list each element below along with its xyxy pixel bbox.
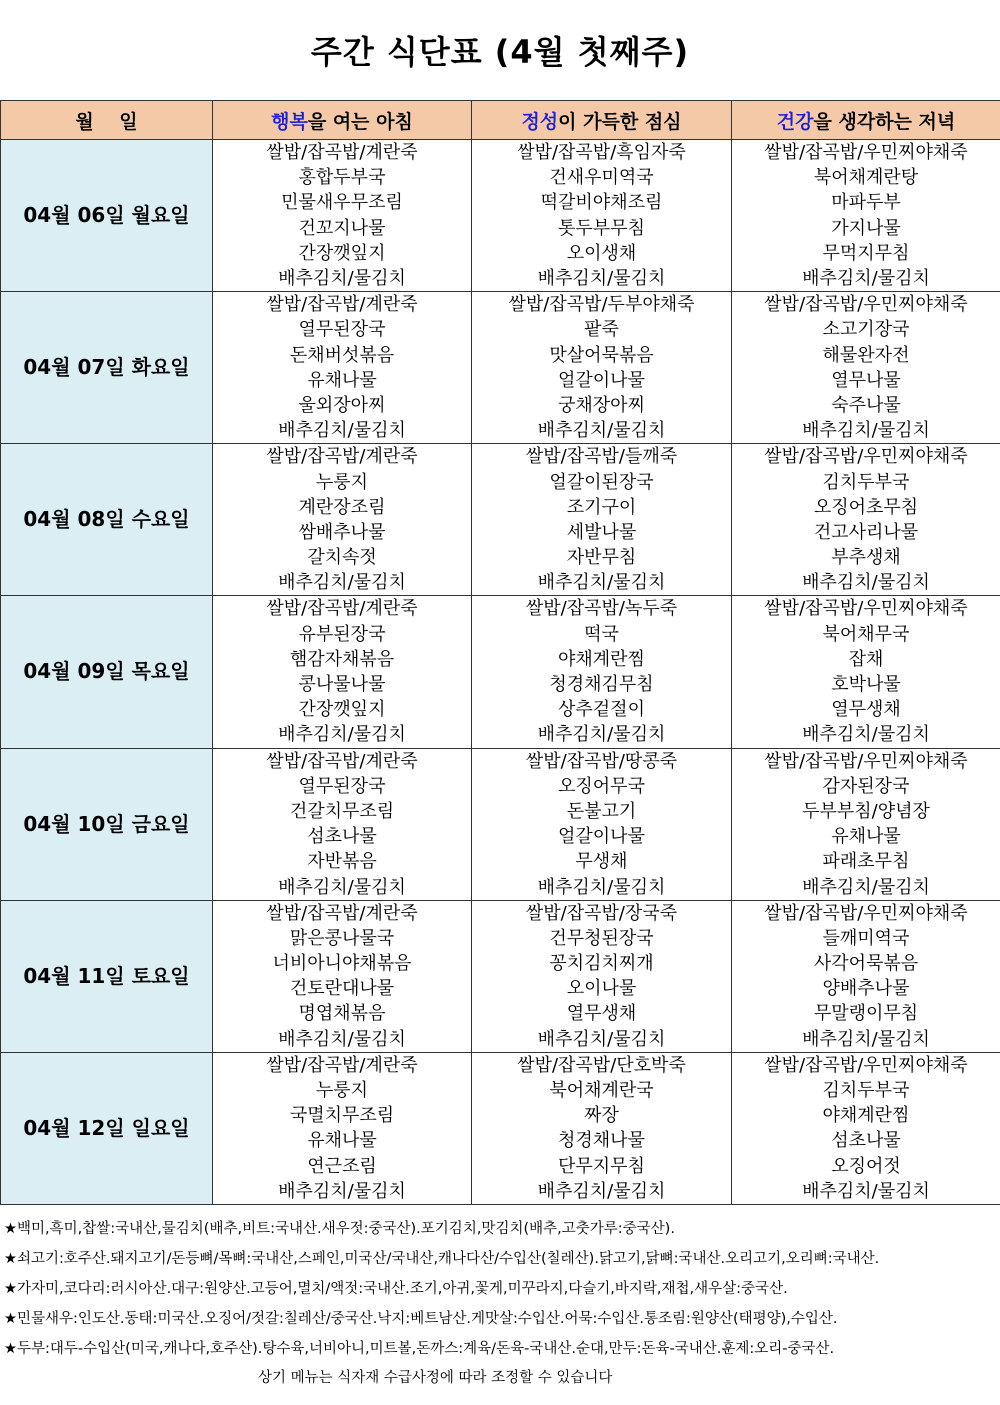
header-lunch-accent: 정성: [521, 110, 559, 133]
header-date: 월 일: [1, 101, 213, 140]
breakfast-item: 열무된장국: [213, 317, 472, 342]
breakfast-item: 쌀밥/잡곡밥/계란죽: [213, 444, 472, 470]
breakfast-item: 국멸치무조림: [213, 1103, 472, 1128]
day-date: 04월 07일 화요일: [1, 292, 213, 444]
lunch-item: 오징어무국: [472, 774, 732, 799]
lunch-item: 떡국: [472, 622, 732, 647]
lunch-item: 조기구이: [472, 495, 732, 520]
breakfast-item: 쌀밥/잡곡밥/계란죽: [213, 596, 472, 622]
header-row: [1, 101, 1000, 140]
lunch-item: 세발나물: [472, 520, 732, 545]
menu-row: [1, 900, 1000, 926]
lunch-item: 톳두부무침: [472, 216, 732, 241]
breakfast-item: 건토란대나물: [213, 976, 472, 1001]
lunch-item: 배추김치/물김치: [472, 874, 732, 900]
origin-note: ★쇠고기:호주산.돼지고기/돈등뼈/목뼈:국내산,스페인,미국산/국내산,캐나다산/수입산(칠레산).닭고기,닭뼈:국내산.오리고기,오리뼈:국내산.: [4, 1250, 880, 1267]
breakfast-item: 자반볶음: [213, 849, 472, 874]
breakfast-item: 유부된장국: [213, 622, 472, 647]
origin-note: ★두부:대두-수입산(미국,캐나다,호주산).탕수육,너비아니,미트볼,돈까스:계육/돈육-국내산.순대,만두:돈육-국내산.훈제:오리-중국산.: [4, 1340, 835, 1357]
dinner-item: 건고사리나물: [732, 520, 1000, 545]
breakfast-item: 민물새우무조림: [213, 190, 472, 215]
dinner-item: 유채나물: [732, 824, 1000, 849]
day-date: 04월 08일 수요일: [1, 444, 213, 596]
lunch-item: 북어채계란국: [472, 1078, 732, 1103]
dinner-item: 마파두부: [732, 190, 1000, 215]
day-date: 04월 06일 월요일: [1, 140, 213, 292]
lunch-item: 쌀밥/잡곡밥/두부야채죽: [472, 292, 732, 318]
dinner-item: 양배추나물: [732, 976, 1000, 1001]
header-dinner-accent: 건강: [776, 110, 814, 133]
header-dinner-text: 을 생각하는 저녁: [813, 110, 956, 133]
breakfast-item: 배추김치/물김치: [213, 1179, 472, 1205]
day-date: 04월 11일 토요일: [1, 900, 213, 1052]
breakfast-item: 섬초나물: [213, 824, 472, 849]
breakfast-item: 쌈배추나물: [213, 520, 472, 545]
dinner-item: 열무생채: [732, 697, 1000, 722]
breakfast-item: 콩나물나물: [213, 672, 472, 697]
lunch-item: 오이나물: [472, 976, 732, 1001]
lunch-item: 쌀밥/잡곡밥/녹두죽: [472, 596, 732, 622]
dinner-item: 소고기장국: [732, 317, 1000, 342]
lunch-item: 자반무침: [472, 545, 732, 570]
lunch-item: 돈불고기: [472, 799, 732, 824]
breakfast-item: 갈치속젓: [213, 545, 472, 570]
dinner-item: 배추김치/물김치: [732, 874, 1000, 900]
breakfast-item: 배추김치/물김치: [213, 1027, 472, 1053]
lunch-item: 쌀밥/잡곡밥/흑임자죽: [472, 140, 732, 166]
lunch-item: 오이생채: [472, 241, 732, 266]
dinner-item: 무먹지무침: [732, 241, 1000, 266]
dinner-item: 김치두부국: [732, 469, 1000, 494]
lunch-item: 꽁치김치찌개: [472, 951, 732, 976]
menu-body: [1, 140, 1000, 1205]
menu-row: [1, 444, 1000, 470]
breakfast-item: 쌀밥/잡곡밥/계란죽: [213, 1052, 472, 1078]
breakfast-item: 열무된장국: [213, 774, 472, 799]
dinner-item: 들깨미역국: [732, 926, 1000, 951]
lunch-item: 건무청된장국: [472, 926, 732, 951]
breakfast-item: 홍합두부국: [213, 165, 472, 190]
lunch-item: 건새우미역국: [472, 165, 732, 190]
dinner-item: 쌀밥/잡곡밥/우민찌야채죽: [732, 748, 1000, 774]
lunch-item: 상추겉절이: [472, 697, 732, 722]
dinner-item: 오징어초무침: [732, 495, 1000, 520]
breakfast-item: 연근조림: [213, 1154, 472, 1179]
dinner-item: 파래초무침: [732, 849, 1000, 874]
day-date: 04월 12일 일요일: [1, 1052, 213, 1204]
lunch-item: 배추김치/물김치: [472, 570, 732, 596]
lunch-item: 짜장: [472, 1103, 732, 1128]
header-lunch: [472, 101, 732, 140]
origin-notes: [0, 1214, 1000, 1364]
dinner-item: 감자된장국: [732, 774, 1000, 799]
breakfast-item: 배추김치/물김치: [213, 418, 472, 444]
lunch-item: 얼갈이나물: [472, 368, 732, 393]
lunch-item: 배추김치/물김치: [472, 266, 732, 292]
dinner-item: 사각어묵볶음: [732, 951, 1000, 976]
origin-note: ★백미,흑미,찹쌀:국내산,물김치(배추,비트:국내산.새우젓:중국산).포기김치,맛김치(배추,고춧가루:중국산).: [4, 1220, 675, 1237]
dinner-item: 숙주나물: [732, 393, 1000, 418]
dinner-item: 두부부침/양념장: [732, 799, 1000, 824]
lunch-item: 쌀밥/잡곡밥/장국죽: [472, 900, 732, 926]
dinner-item: 배추김치/물김치: [732, 1179, 1000, 1205]
lunch-item: 배추김치/물김치: [472, 1027, 732, 1053]
lunch-item: 얼갈이나물: [472, 824, 732, 849]
breakfast-item: 건꼬지나물: [213, 216, 472, 241]
dinner-item: 배추김치/물김치: [732, 266, 1000, 292]
breakfast-item: 쌀밥/잡곡밥/계란죽: [213, 292, 472, 318]
dinner-item: 가지나물: [732, 216, 1000, 241]
breakfast-item: 유채나물: [213, 1128, 472, 1153]
lunch-item: 단무지무침: [472, 1154, 732, 1179]
header-breakfast-accent: 행복: [271, 110, 308, 133]
lunch-item: 궁채장아찌: [472, 393, 732, 418]
breakfast-item: 돈채버섯볶음: [213, 343, 472, 368]
dinner-item: 배추김치/물김치: [732, 570, 1000, 596]
lunch-item: 배추김치/물김치: [472, 722, 732, 748]
breakfast-item: 유채나물: [213, 368, 472, 393]
breakfast-item: 맑은콩나물국: [213, 926, 472, 951]
dinner-item: 무말랭이무침: [732, 1001, 1000, 1026]
origin-note: ★민물새우:인도산.동태:미국산.오징어/젓갈:칠레산/중국산.낙지:베트남산.게맛살:수입산.어묵:수입산.통조림:원양산(태평양),수입산.: [4, 1310, 838, 1327]
breakfast-item: 건갈치무조림: [213, 799, 472, 824]
menu-row: [1, 1052, 1000, 1078]
header-breakfast: [213, 101, 472, 140]
menu-row: [1, 596, 1000, 622]
dinner-item: 쌀밥/잡곡밥/우민찌야채죽: [732, 596, 1000, 622]
breakfast-item: 간장깻잎지: [213, 241, 472, 266]
lunch-item: 야채계란찜: [472, 647, 732, 672]
lunch-item: 배추김치/물김치: [472, 1179, 732, 1205]
lunch-item: 쌀밥/잡곡밥/단호박죽: [472, 1052, 732, 1078]
lunch-item: 맛살어묵볶음: [472, 343, 732, 368]
dinner-item: 섬초나물: [732, 1128, 1000, 1153]
menu-row: [1, 140, 1000, 166]
breakfast-item: 계란장조림: [213, 495, 472, 520]
dinner-item: 쌀밥/잡곡밥/우민찌야채죽: [732, 444, 1000, 470]
header-lunch-text: 이 가득한 점심: [558, 110, 682, 133]
lunch-item: 팥죽: [472, 317, 732, 342]
lunch-item: 배추김치/물김치: [472, 418, 732, 444]
breakfast-item: 쌀밥/잡곡밥/계란죽: [213, 900, 472, 926]
menu-row: [1, 292, 1000, 318]
breakfast-item: 햄감자채볶음: [213, 647, 472, 672]
lunch-item: 청경채나물: [472, 1128, 732, 1153]
breakfast-item: 쌀밥/잡곡밥/계란죽: [213, 748, 472, 774]
day-date: 04월 09일 목요일: [1, 596, 213, 748]
dinner-item: 북어채계란탕: [732, 165, 1000, 190]
dinner-item: 오징어젓: [732, 1154, 1000, 1179]
breakfast-item: 누룽지: [213, 1078, 472, 1103]
breakfast-item: 너비아니야채볶음: [213, 951, 472, 976]
dinner-item: 쌀밥/잡곡밥/우민찌야채죽: [732, 292, 1000, 318]
lunch-item: 쌀밥/잡곡밥/땅콩죽: [472, 748, 732, 774]
dinner-item: 배추김치/물김치: [732, 418, 1000, 444]
dinner-item: 배추김치/물김치: [732, 722, 1000, 748]
weekly-menu-table: [0, 100, 1000, 1205]
dinner-item: 부추생채: [732, 545, 1000, 570]
dinner-item: 야채계란찜: [732, 1103, 1000, 1128]
dinner-item: 해물완자전: [732, 343, 1000, 368]
footer-notice: 상기 메뉴는 식자재 수급사정에 따라 조정할 수 있습니다: [258, 1369, 613, 1386]
menu-row: [1, 748, 1000, 774]
breakfast-item: 쌀밥/잡곡밥/계란죽: [213, 140, 472, 166]
header-breakfast-text: 을 여는 아침: [307, 110, 413, 133]
lunch-item: 열무생채: [472, 1001, 732, 1026]
lunch-item: 청경채김무침: [472, 672, 732, 697]
breakfast-item: 간장깻잎지: [213, 697, 472, 722]
origin-note: ★가자미,코다리:러시아산.대구:원양산.고등어,멸치/액젓:국내산.조기,아귀,꽃게,미꾸라지,다슬기,바지락,재첩,새우살:중국산.: [4, 1280, 788, 1297]
dinner-item: 북어채무국: [732, 622, 1000, 647]
breakfast-item: 배추김치/물김치: [213, 722, 472, 748]
day-date: 04월 10일 금요일: [1, 748, 213, 900]
lunch-item: 무생채: [472, 849, 732, 874]
breakfast-item: 울외장아찌: [213, 393, 472, 418]
dinner-item: 호박나물: [732, 672, 1000, 697]
lunch-item: 떡갈비야채조림: [472, 190, 732, 215]
page-title: 주간 식단표 (4월 첫째주): [310, 33, 690, 71]
dinner-item: 배추김치/물김치: [732, 1027, 1000, 1053]
dinner-item: 김치두부국: [732, 1078, 1000, 1103]
dinner-item: 잡채: [732, 647, 1000, 672]
lunch-item: 얼갈이된장국: [472, 469, 732, 494]
breakfast-item: 누룽지: [213, 469, 472, 494]
breakfast-item: 명엽채볶음: [213, 1001, 472, 1026]
breakfast-item: 배추김치/물김치: [213, 570, 472, 596]
breakfast-item: 배추김치/물김치: [213, 874, 472, 900]
header-dinner: [732, 101, 1000, 140]
dinner-item: 열무나물: [732, 368, 1000, 393]
breakfast-item: 배추김치/물김치: [213, 266, 472, 292]
dinner-item: 쌀밥/잡곡밥/우민찌야채죽: [732, 900, 1000, 926]
lunch-item: 쌀밥/잡곡밥/들깨죽: [472, 444, 732, 470]
dinner-item: 쌀밥/잡곡밥/우민찌야채죽: [732, 1052, 1000, 1078]
dinner-item: 쌀밥/잡곡밥/우민찌야채죽: [732, 140, 1000, 166]
